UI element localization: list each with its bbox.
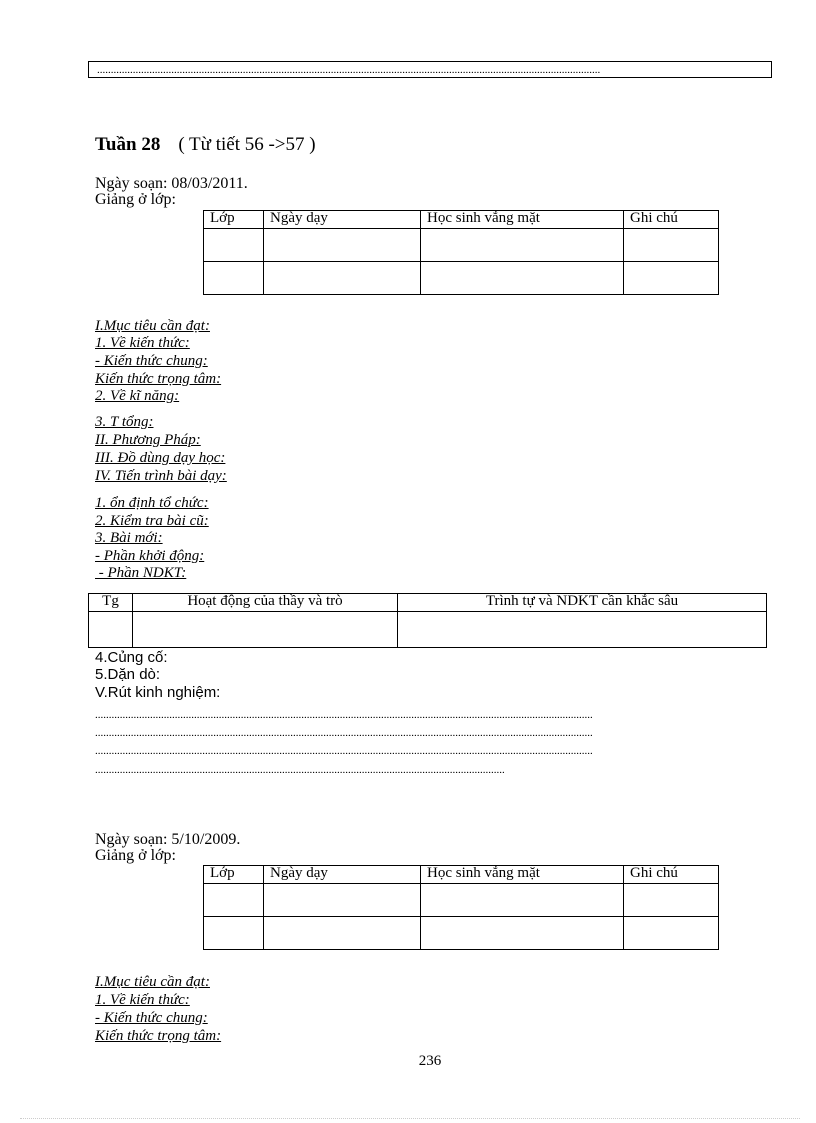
experience: V.Rút kinh nghiệm:	[95, 684, 221, 701]
week-title	[95, 134, 316, 156]
outline-objectives-2: I.Mục tiêu cần đạt:	[95, 974, 210, 990]
col-time: Tg	[89, 594, 133, 612]
col-class: Lớp	[204, 866, 264, 884]
outline-materials: III. Đồ dùng dạy học:	[95, 450, 226, 466]
dot-line: .....................................................................................................................................................................................	[95, 709, 593, 721]
col-note: Ghi chú	[624, 866, 719, 884]
outline-new-lesson: 3. Bài mới:	[95, 530, 163, 546]
attendance-table-2	[203, 865, 719, 950]
col-activity: Hoạt động của thầy và trò	[133, 594, 398, 612]
outline-procedure: IV. Tiến trình bài dạy:	[95, 468, 227, 484]
period-range: ( Từ tiết 56 ->57 )	[178, 134, 316, 155]
col-teach-date: Ngày dạy	[264, 866, 421, 884]
dot-line: .....................................................................................................................................................................................	[95, 745, 593, 757]
col-content: Trình tự và NDKT cần khắc sâu	[398, 594, 767, 612]
col-class: Lớp	[204, 211, 264, 229]
outline-general-knowledge: - Kiến thức chung:	[95, 353, 208, 369]
header-box	[88, 61, 772, 78]
col-teach-date: Ngày dạy	[264, 211, 421, 229]
outline-attitude: 3. T tổng:	[95, 414, 154, 430]
consolidation: 4.Củng cố:	[95, 649, 168, 666]
page-edge	[20, 1118, 800, 1119]
col-note: Ghi chú	[624, 211, 719, 229]
outline-knowledge: 1. Về kiến thức:	[95, 335, 190, 351]
attendance-row	[204, 262, 719, 295]
outline-knowledge-2: 1. Về kiến thức:	[95, 992, 190, 1008]
outline-review: 2. Kiểm tra bài cũ:	[95, 513, 209, 529]
outline-general-knowledge-2: - Kiến thức chung:	[95, 1010, 208, 1026]
activity-table	[88, 593, 767, 648]
col-absent: Học sinh vắng mặt	[421, 211, 624, 229]
attendance-header-row	[204, 211, 719, 229]
outline-skills: 2. Về kĩ năng:	[95, 388, 180, 404]
attendance-table-1	[203, 210, 719, 295]
date-prepared-1: Ngày soạn: 08/03/2011.	[95, 175, 248, 192]
class-label-2: Giảng ở lớp:	[95, 847, 176, 864]
outline-key-knowledge-2: Kiến thức trọng tâm:	[95, 1028, 222, 1044]
attendance-row	[204, 884, 719, 917]
outline-method: II. Phương Pháp:	[95, 432, 201, 448]
page-number: 236	[418, 1053, 442, 1069]
homework: 5.Dặn dò:	[95, 666, 161, 683]
col-absent: Học sinh vắng mặt	[421, 866, 624, 884]
dot-line: .....................................................................................................................................................................................	[95, 727, 593, 739]
week-label: Tuần 28	[95, 134, 161, 155]
attendance-row	[204, 229, 719, 262]
date-prepared-2: Ngày soạn: 5/10/2009.	[95, 831, 241, 848]
dot-line: .....................................................................................................................................................	[95, 764, 505, 776]
outline-organization: 1. ổn định tổ chức:	[95, 495, 209, 511]
outline-ndkt: - Phần NDKT:	[95, 565, 187, 581]
class-label-1: Giảng ở lớp:	[95, 191, 176, 208]
header-dots: .......................................................................................................................................................................................	[97, 64, 601, 76]
outline-warmup: - Phần khởi động:	[95, 548, 205, 564]
outline-objectives: I.Mục tiêu cần đạt:	[95, 318, 210, 334]
outline-key-knowledge: Kiến thức trọng tâm:	[95, 371, 222, 387]
attendance-header-row	[204, 866, 719, 884]
attendance-row	[204, 917, 719, 950]
activity-header-row	[89, 594, 767, 612]
activity-row	[89, 612, 767, 648]
